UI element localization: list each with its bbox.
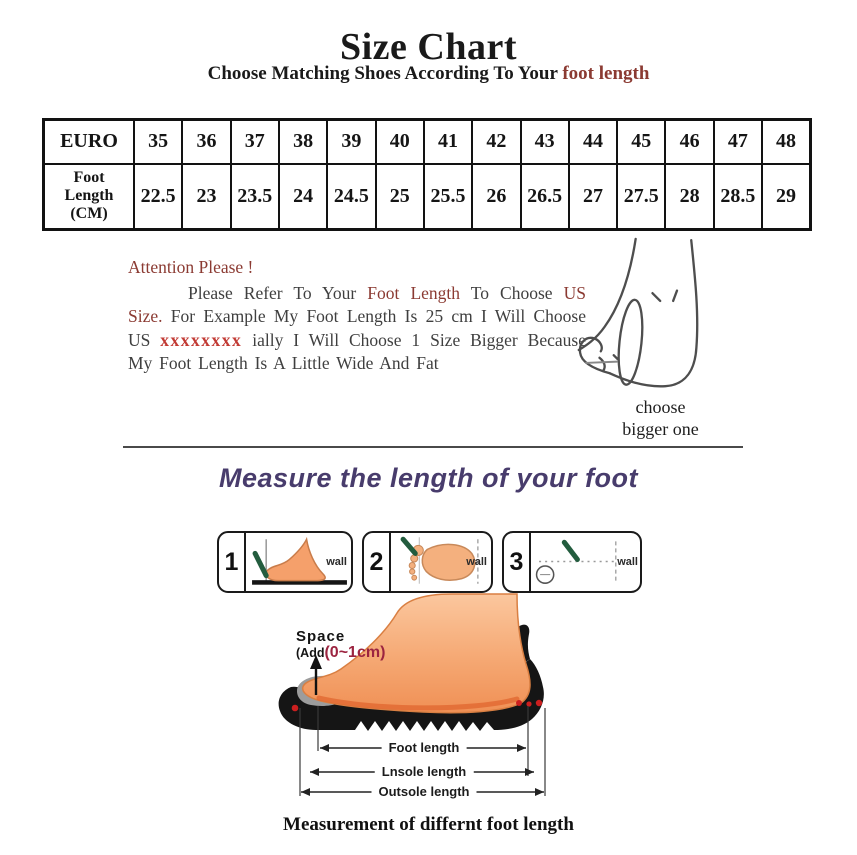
size-table: [42, 118, 812, 231]
foot-length-cell: 27: [569, 164, 617, 230]
space-range-text: (0~1cm): [324, 644, 386, 661]
euro-size-cell: 45: [617, 120, 665, 164]
foot-length-cell: 28: [665, 164, 713, 230]
step-panel-1: [217, 531, 353, 593]
foot-length-cell: 26.5: [521, 164, 569, 230]
step-number: 2: [369, 547, 384, 576]
euro-row: [44, 120, 811, 164]
foot-girth-sketch: [562, 236, 730, 402]
foot-length-label: Foot length: [382, 740, 467, 755]
step-number: 3: [509, 547, 524, 576]
space-label-line2: [296, 645, 385, 661]
step-panel-3: [502, 531, 642, 593]
subtitle: [0, 63, 857, 85]
euro-size-cell: 42: [472, 120, 520, 164]
choose-bigger-line: bigger one: [622, 419, 699, 439]
euro-size-cell: 46: [665, 120, 713, 164]
euro-size-cell: 44: [569, 120, 617, 164]
space-label-line1: Space: [296, 628, 346, 645]
euro-size-cell: 47: [714, 120, 762, 164]
choose-bigger-note: [593, 396, 728, 440]
euro-size-cell: 43: [521, 120, 569, 164]
foot-length-header-line: (CM): [70, 205, 108, 223]
euro-size-cell: 35: [134, 120, 182, 164]
attention-text: For Example My Foot Length Is 25 cm I Will Choose US: [128, 306, 586, 350]
euro-size-cell: 38: [279, 120, 327, 164]
foot-length-header-line: Foot: [73, 169, 105, 187]
attention-text: ially I Will Choose 1 Size Bigger Because My Foot Length Is A Little Wide And Fat: [128, 329, 586, 373]
euro-size-cell: 41: [424, 120, 472, 164]
euro-size-cell: 36: [182, 120, 230, 164]
section-divider: [123, 446, 743, 448]
bottom-caption: Measurement of differnt foot length: [283, 814, 574, 835]
attention-heading: Attention Please !: [128, 257, 254, 277]
wall-label: wall: [466, 556, 487, 568]
subtitle-highlight: foot length: [562, 63, 650, 84]
foot-length-cell: 29: [762, 164, 810, 230]
insole-length-label: Lnsole length: [375, 764, 474, 779]
wall-label: wall: [617, 556, 638, 568]
euro-size-cell: 40: [376, 120, 424, 164]
marker-pen-icon: [403, 539, 415, 553]
attention-block: [128, 256, 586, 376]
step-number: 1: [224, 547, 239, 576]
foot-length-cell: 23: [182, 164, 230, 230]
foot-length-row: [44, 164, 811, 230]
attention-text: To Choose: [460, 282, 564, 303]
foot-length-cell: 24: [279, 164, 327, 230]
attention-foot-length: Foot Length: [367, 282, 461, 303]
foot-length-cell: 28.5: [714, 164, 762, 230]
attention-paragraph: [128, 282, 586, 376]
attention-redacted-text: xxxxxxxx: [160, 329, 243, 350]
foot-length-cell: 24.5: [327, 164, 375, 230]
space-add-text: (Add: [296, 646, 325, 660]
foot-length-cell: 26: [472, 164, 520, 230]
foot-length-header-line: Length: [64, 187, 114, 205]
foot-length-cell: 25.5: [424, 164, 472, 230]
space-label: [296, 629, 385, 661]
marker-pen-icon: [564, 542, 577, 559]
euro-size-cell: 39: [327, 120, 375, 164]
foot-length-cell: 25: [376, 164, 424, 230]
euro-header-cell: EURO: [44, 120, 135, 164]
choose-bigger-line: choose: [635, 397, 686, 417]
foot-length-cell: 22.5: [134, 164, 182, 230]
euro-size-cell: 37: [231, 120, 279, 164]
page-title: Size Chart: [339, 26, 518, 69]
foot-length-header-cell: [44, 164, 135, 230]
wall-label: wall: [326, 556, 347, 568]
step-panel-2: [362, 531, 493, 593]
attention-us-size: US Size.: [128, 282, 586, 326]
foot-length-cell: 23.5: [231, 164, 279, 230]
euro-size-cell: 48: [762, 120, 810, 164]
girth-ellipse: [615, 299, 646, 386]
foot-length-cell: 27.5: [617, 164, 665, 230]
measure-heading: Measure the length of your foot: [218, 463, 638, 493]
outsole-length-label: Outsole length: [372, 784, 477, 799]
marker-pen-icon: [255, 553, 266, 575]
attention-text: Please Refer To Your: [188, 282, 368, 303]
subtitle-text: Choose Matching Shoes According To Your: [207, 63, 563, 84]
